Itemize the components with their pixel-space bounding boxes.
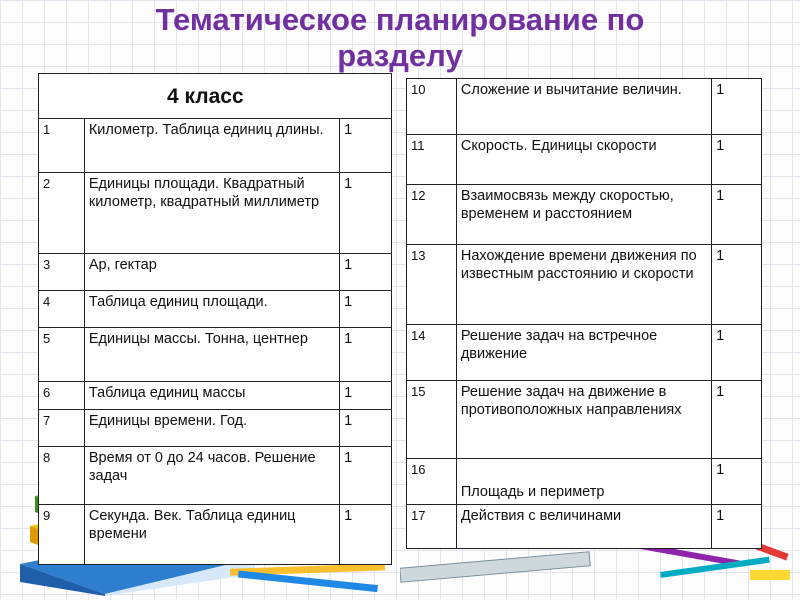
table-row xyxy=(39,328,392,382)
row-topic: Секунда. Век. Таблица единиц времени xyxy=(84,505,339,565)
row-topic: Действия с величинами xyxy=(456,505,711,549)
row-hours: 1 xyxy=(340,328,392,382)
table-header-row xyxy=(39,74,392,119)
table-row xyxy=(39,254,392,291)
page-title xyxy=(0,2,800,74)
row-number: 4 xyxy=(39,291,85,328)
row-number: 8 xyxy=(39,447,85,505)
table-row xyxy=(407,381,762,459)
row-topic: Площадь и периметр xyxy=(456,459,711,505)
row-number: 10 xyxy=(407,79,457,135)
row-number: 16 xyxy=(407,459,457,505)
row-number: 15 xyxy=(407,381,457,459)
row-number: 3 xyxy=(39,254,85,291)
row-hours: 1 xyxy=(712,459,762,505)
table-row xyxy=(39,291,392,328)
table-row xyxy=(407,135,762,185)
row-number: 13 xyxy=(407,245,457,325)
table-row xyxy=(39,173,392,254)
row-hours: 1 xyxy=(340,291,392,328)
right-plan-table xyxy=(406,78,762,549)
row-number: 7 xyxy=(39,410,85,447)
row-hours: 1 xyxy=(340,173,392,254)
row-number: 1 xyxy=(39,119,85,173)
row-topic: Таблица единиц площади. xyxy=(84,291,339,328)
row-topic: Единицы времени. Год. xyxy=(84,410,339,447)
row-topic: Единицы массы. Тонна, центнер xyxy=(84,328,339,382)
row-topic: Таблица единиц массы xyxy=(84,382,339,410)
table-row xyxy=(39,447,392,505)
row-topic: Километр. Таблица единиц длины. xyxy=(84,119,339,173)
table-row xyxy=(39,119,392,173)
row-hours: 1 xyxy=(340,119,392,173)
row-hours: 1 xyxy=(712,505,762,549)
table-row xyxy=(407,245,762,325)
row-topic: Ар, гектар xyxy=(84,254,339,291)
row-hours: 1 xyxy=(712,325,762,381)
row-number: 17 xyxy=(407,505,457,549)
row-hours: 1 xyxy=(340,447,392,505)
table-row xyxy=(407,185,762,245)
table-row xyxy=(407,505,762,549)
row-number: 11 xyxy=(407,135,457,185)
table-row xyxy=(407,79,762,135)
title-line-2: разделу xyxy=(337,38,463,73)
table-row xyxy=(407,325,762,381)
row-number: 5 xyxy=(39,328,85,382)
row-hours: 1 xyxy=(340,505,392,565)
row-hours: 1 xyxy=(340,410,392,447)
row-number: 9 xyxy=(39,505,85,565)
table-row xyxy=(39,410,392,447)
row-number: 2 xyxy=(39,173,85,254)
row-topic: Единицы площади. Квадратный километр, квадратный миллиметр xyxy=(84,173,339,254)
row-number: 14 xyxy=(407,325,457,381)
row-number: 12 xyxy=(407,185,457,245)
row-topic: Нахождение времени движения по известным расстоянию и скорости xyxy=(456,245,711,325)
row-hours: 1 xyxy=(340,254,392,291)
row-topic: Скорость. Единицы скорости xyxy=(456,135,711,185)
row-hours: 1 xyxy=(712,245,762,325)
row-hours: 1 xyxy=(712,381,762,459)
row-hours: 1 xyxy=(712,79,762,135)
row-hours: 1 xyxy=(712,135,762,185)
table-row xyxy=(407,459,762,505)
row-topic: Решение задач на движение в противоположных направлениях xyxy=(456,381,711,459)
row-hours: 1 xyxy=(712,185,762,245)
table-row xyxy=(39,505,392,565)
row-topic: Взаимосвязь между скоростью, временем и расстоянием xyxy=(456,185,711,245)
row-topic: Решение задач на встречное движение xyxy=(456,325,711,381)
table-row xyxy=(39,382,392,410)
left-plan-table xyxy=(38,73,392,565)
title-line-1: Тематическое планирование по xyxy=(155,2,645,37)
row-topic: Сложение и вычитание величин. xyxy=(456,79,711,135)
row-topic: Время от 0 до 24 часов. Решение задач xyxy=(84,447,339,505)
row-hours: 1 xyxy=(340,382,392,410)
grade-header: 4 класс xyxy=(39,74,392,119)
row-number: 6 xyxy=(39,382,85,410)
